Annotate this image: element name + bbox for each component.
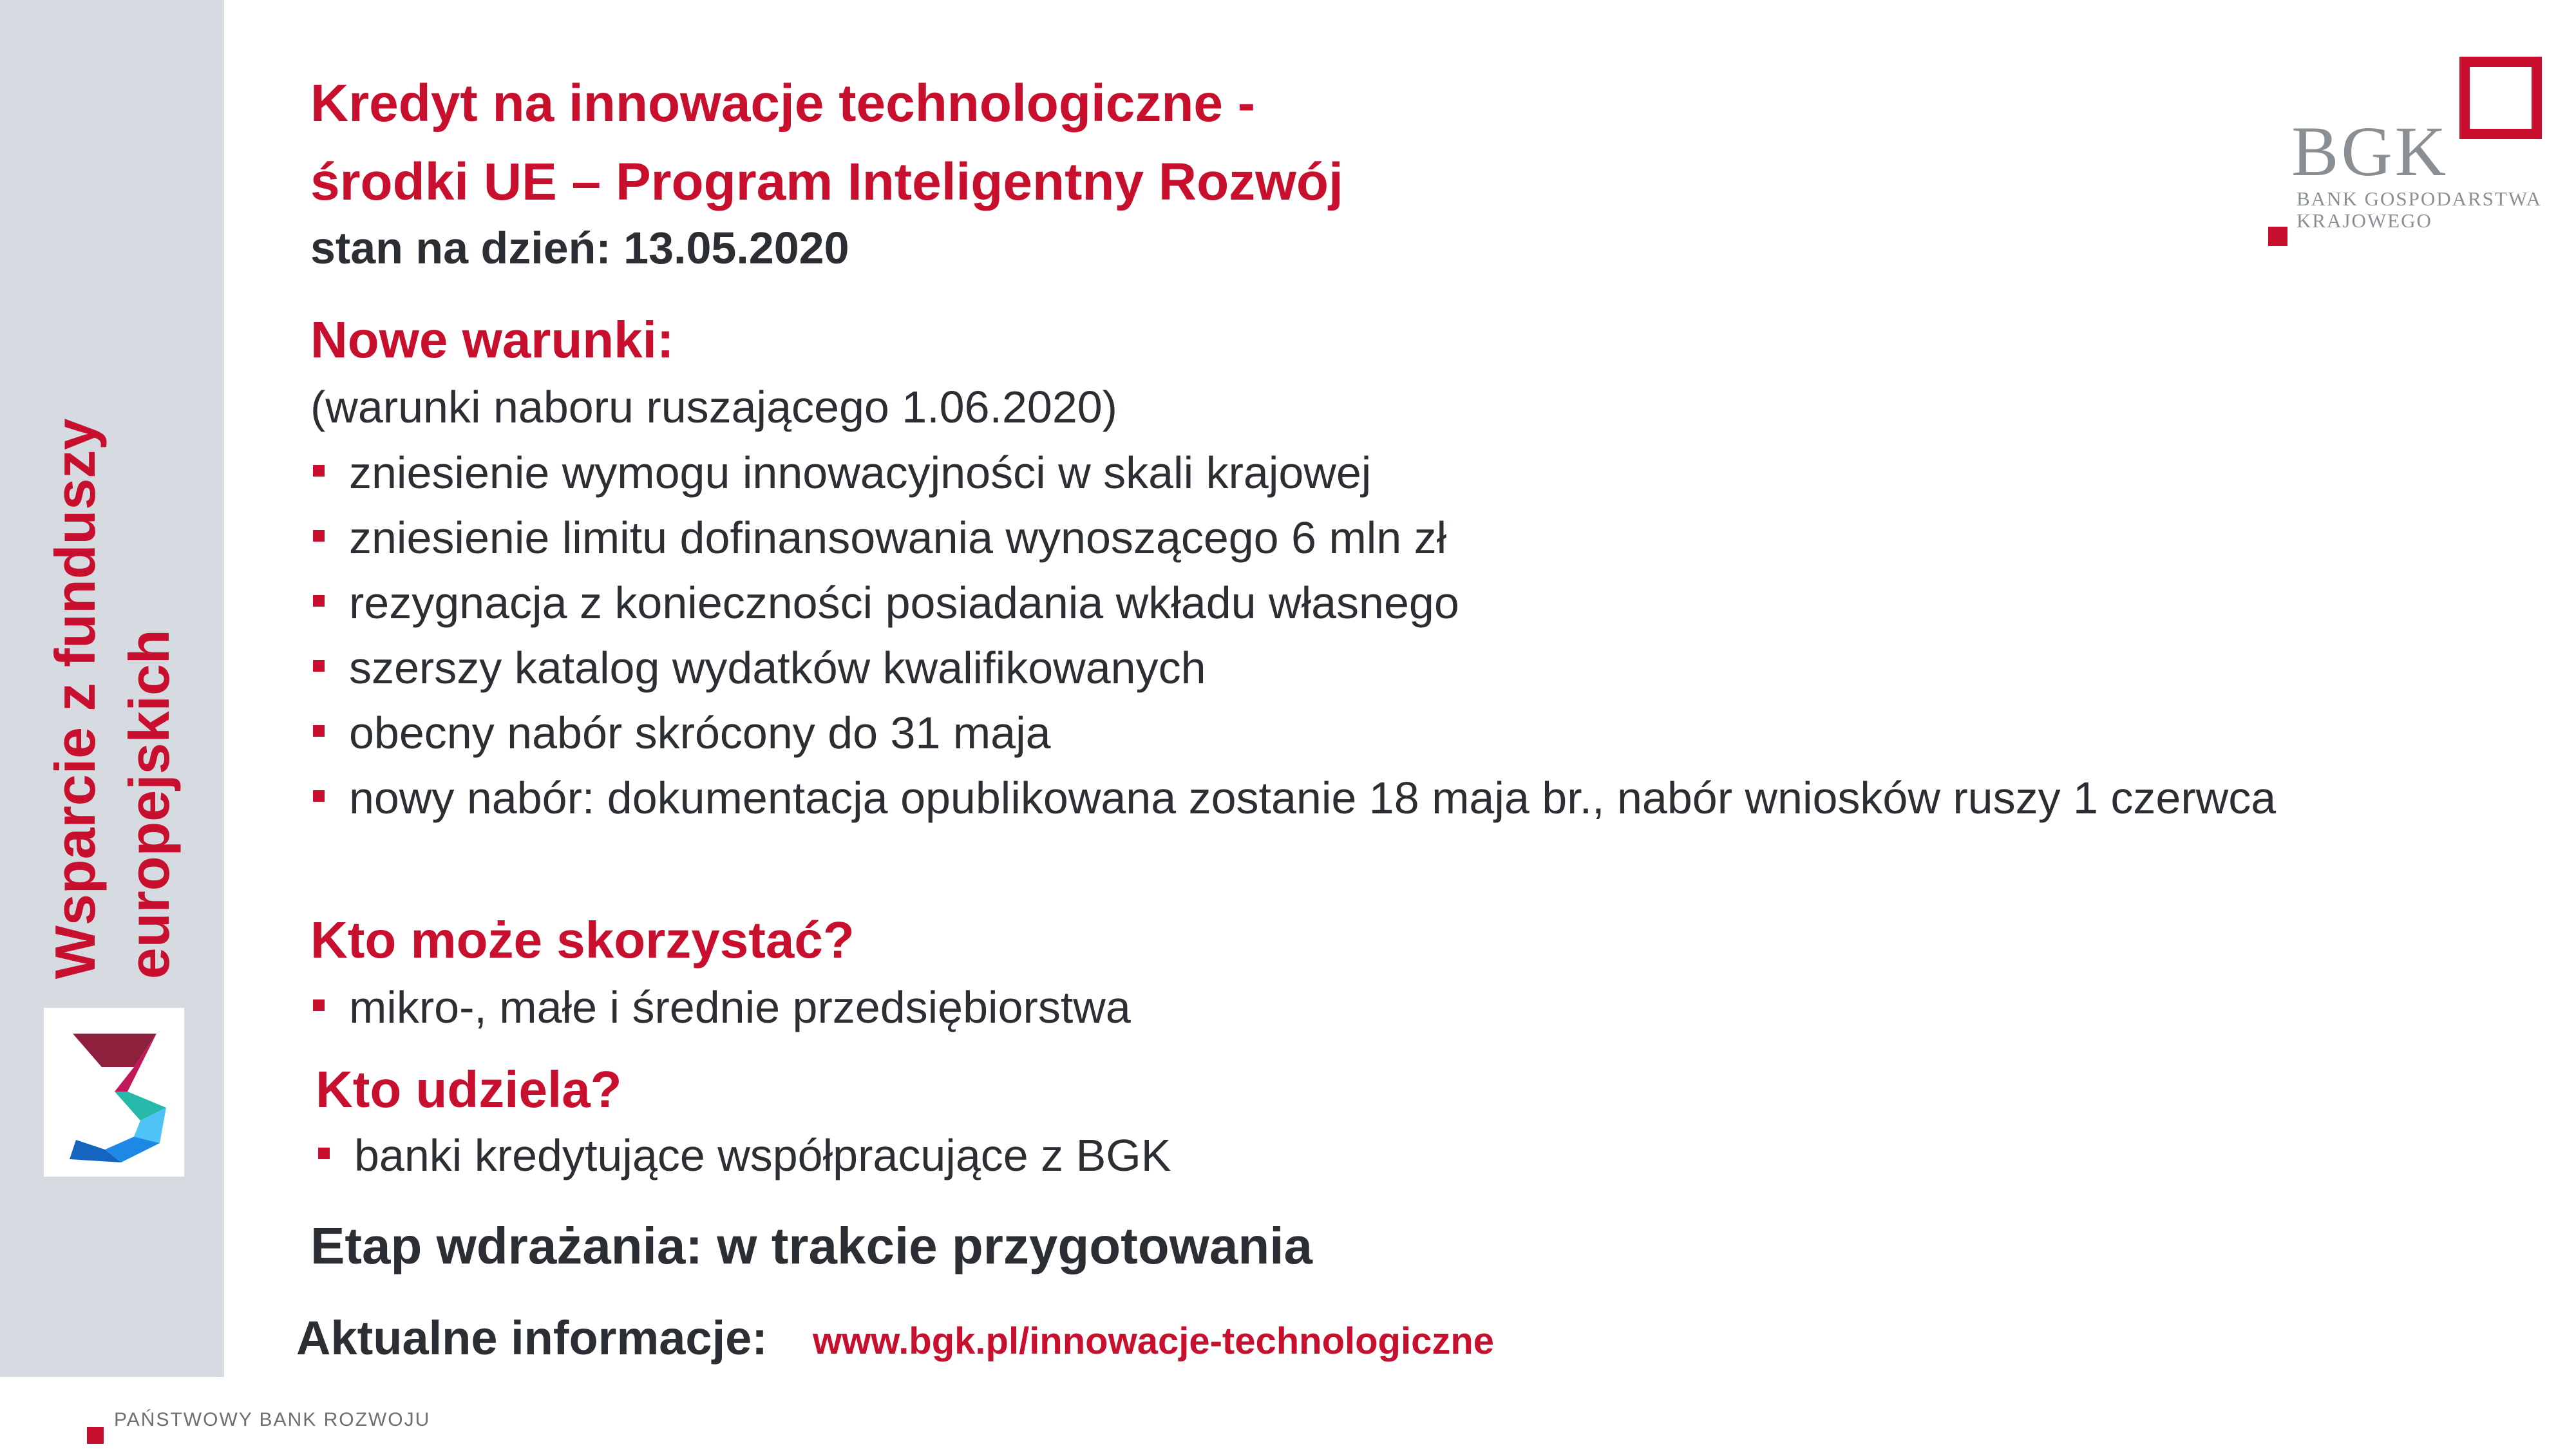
list-item: mikro-, małe i średnie przedsiębiorstwa: [310, 975, 2371, 1040]
logo-subtitle-line1: BANK GOSPODARSTWA: [2297, 187, 2543, 210]
page-title-line2: środki UE – Program Inteligentny Rozwój: [310, 153, 1343, 211]
page-title-line1: Kredyt na innowacje technologiczne -: [310, 74, 1256, 133]
who-can-heading: Kto może skorzystać?: [310, 911, 855, 969]
footer-square-icon: [87, 1427, 104, 1444]
new-terms-heading: Nowe warunki:: [310, 311, 674, 368]
new-terms-list: [310, 440, 2371, 831]
list-item: banki kredytujące współpracujące z BGK: [316, 1123, 2376, 1188]
logo-subtitle-line2: KRAJOWEGO: [2297, 209, 2432, 232]
bullet-icon: [313, 660, 325, 672]
sidebar-label-line1: Wsparcie z funduszy: [43, 418, 107, 980]
info-link[interactable]: www.bgk.pl/innowacje-technologiczne: [813, 1320, 1495, 1362]
bullet-icon: [313, 790, 325, 802]
list-item: zniesienie wymogu innowacyjności w skali krajowej: [310, 440, 2371, 506]
bullet-icon: [313, 999, 325, 1011]
sidebar-label-line2: europejskich: [117, 629, 181, 980]
who-can-list: [310, 975, 2371, 1040]
logo-square-icon: [2268, 227, 2287, 246]
who-grants-heading: Kto udziela?: [316, 1061, 622, 1118]
logo-subtitle: [2297, 188, 2542, 232]
who-grants-list: [316, 1123, 2376, 1188]
list-item: rezygnacja z konieczności posiadania wkładu własnego: [310, 571, 2371, 636]
footer-text: PAŃSTWOWY BANK ROZWOJU: [114, 1409, 431, 1430]
list-item: nowy nabór: dokumentacja opublikowana zostanie 18 maja br., nabór wniosków ruszy 1 czerwca: [310, 766, 2371, 831]
status-date: stan na dzień: 13.05.2020: [310, 223, 849, 273]
bullet-icon: [313, 465, 325, 477]
list-item: zniesienie limitu dofinansowania wynoszącego 6 mln zł: [310, 506, 2371, 571]
logo-letters: BGK: [2291, 112, 2449, 191]
info-label: Aktualne informacje:: [296, 1311, 768, 1365]
bullet-icon: [313, 595, 325, 607]
bullet-icon: [313, 530, 325, 542]
page-title: [310, 64, 2242, 222]
implementation-stage: Etap wdrażania: w trakcie przygotowania: [310, 1217, 1312, 1274]
bullet-icon: [313, 725, 325, 737]
new-terms-note: (warunki naboru ruszającego 1.06.2020): [310, 382, 1117, 432]
bgk-logo: [2260, 52, 2557, 258]
bullet-icon: [318, 1148, 330, 1159]
logo-frame-icon: [2459, 57, 2542, 139]
list-item: szerszy katalog wydatków kwalifikowanych: [310, 636, 2371, 701]
list-item: obecny nabór skrócony do 31 maja: [310, 701, 2371, 766]
